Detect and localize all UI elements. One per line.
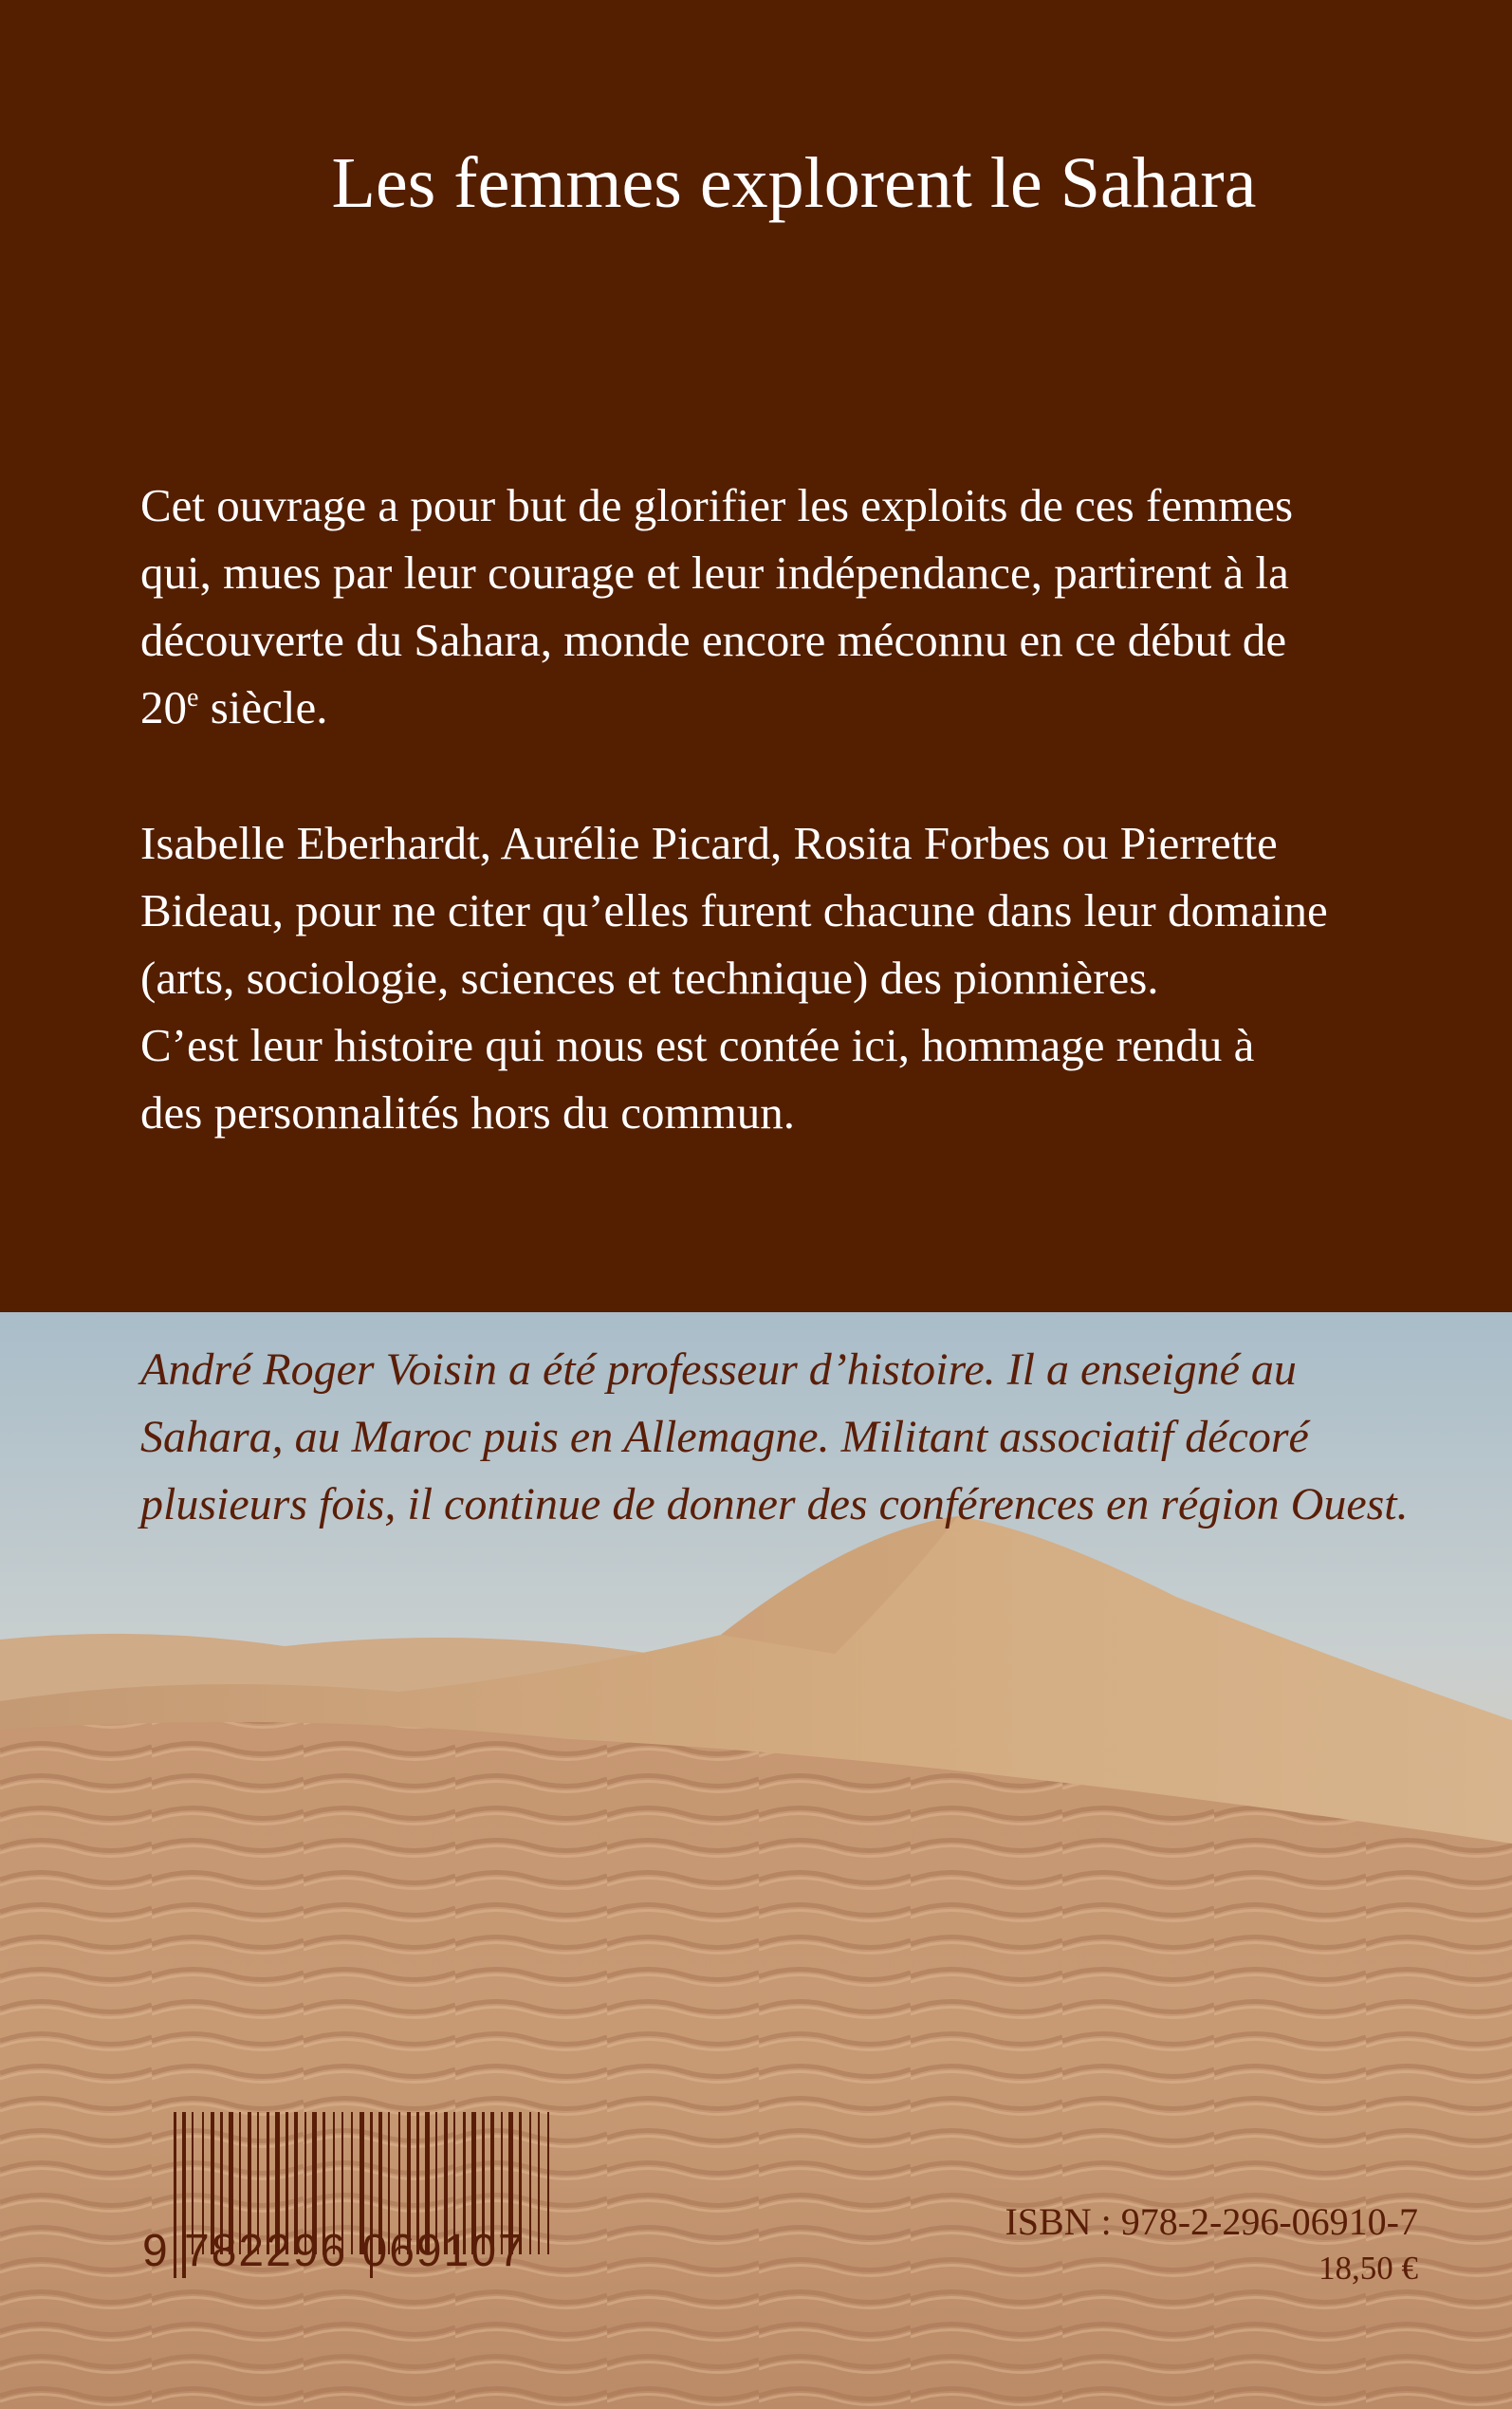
bio-line: plusieurs fois, il continue de donner des conférences en région Ouest. [140,1479,1409,1529]
summary-line: qui, mues par leur courage et leur indépendance, partirent à la [140,547,1289,599]
isbn-number: ISBN : 978-2-296-06910-7 [1005,2200,1418,2243]
century-text: siècle. [198,681,328,733]
barcode-digits: 9 782296 069107 [142,2226,526,2276]
century-number: 20 [140,681,187,733]
summary-line [140,674,1413,741]
summary-line: Cet ouvrage a pour but de glorifier les exploits de ces femmes [140,479,1294,531]
summary-line: des personnalités hors du commun. [140,1086,795,1139]
summary-line: Isabelle Eberhardt, Aurélie Picard, Rosita Forbes ou Pierrette [140,817,1278,869]
summary-line: découverte du Sahara, monde encore méconnu en ce début de [140,614,1287,666]
summary-line: (arts, sociologie, sciences et technique) des pionnières. [140,952,1159,1004]
summary-paragraph-1 [140,472,1413,741]
century-superscript: e [187,683,199,713]
summary-paragraph-2 [140,809,1413,1146]
bio-line: André Roger Voisin a été professeur d’histoire. Il a enseigné au [140,1344,1297,1395]
author-bio [140,1336,1416,1538]
summary-line: C’est leur histoire qui nous est contée ici, hommage rendu à [140,1019,1255,1071]
price: 18,50 € [1318,2250,1418,2287]
summary-line: Bideau, pour ne citer qu’elles furent chacune dans leur domaine [140,884,1328,936]
bio-line: Sahara, au Maroc puis en Allemagne. Militant associatif décoré [140,1412,1309,1462]
book-title: Les femmes explorent le Sahara [331,143,1257,223]
